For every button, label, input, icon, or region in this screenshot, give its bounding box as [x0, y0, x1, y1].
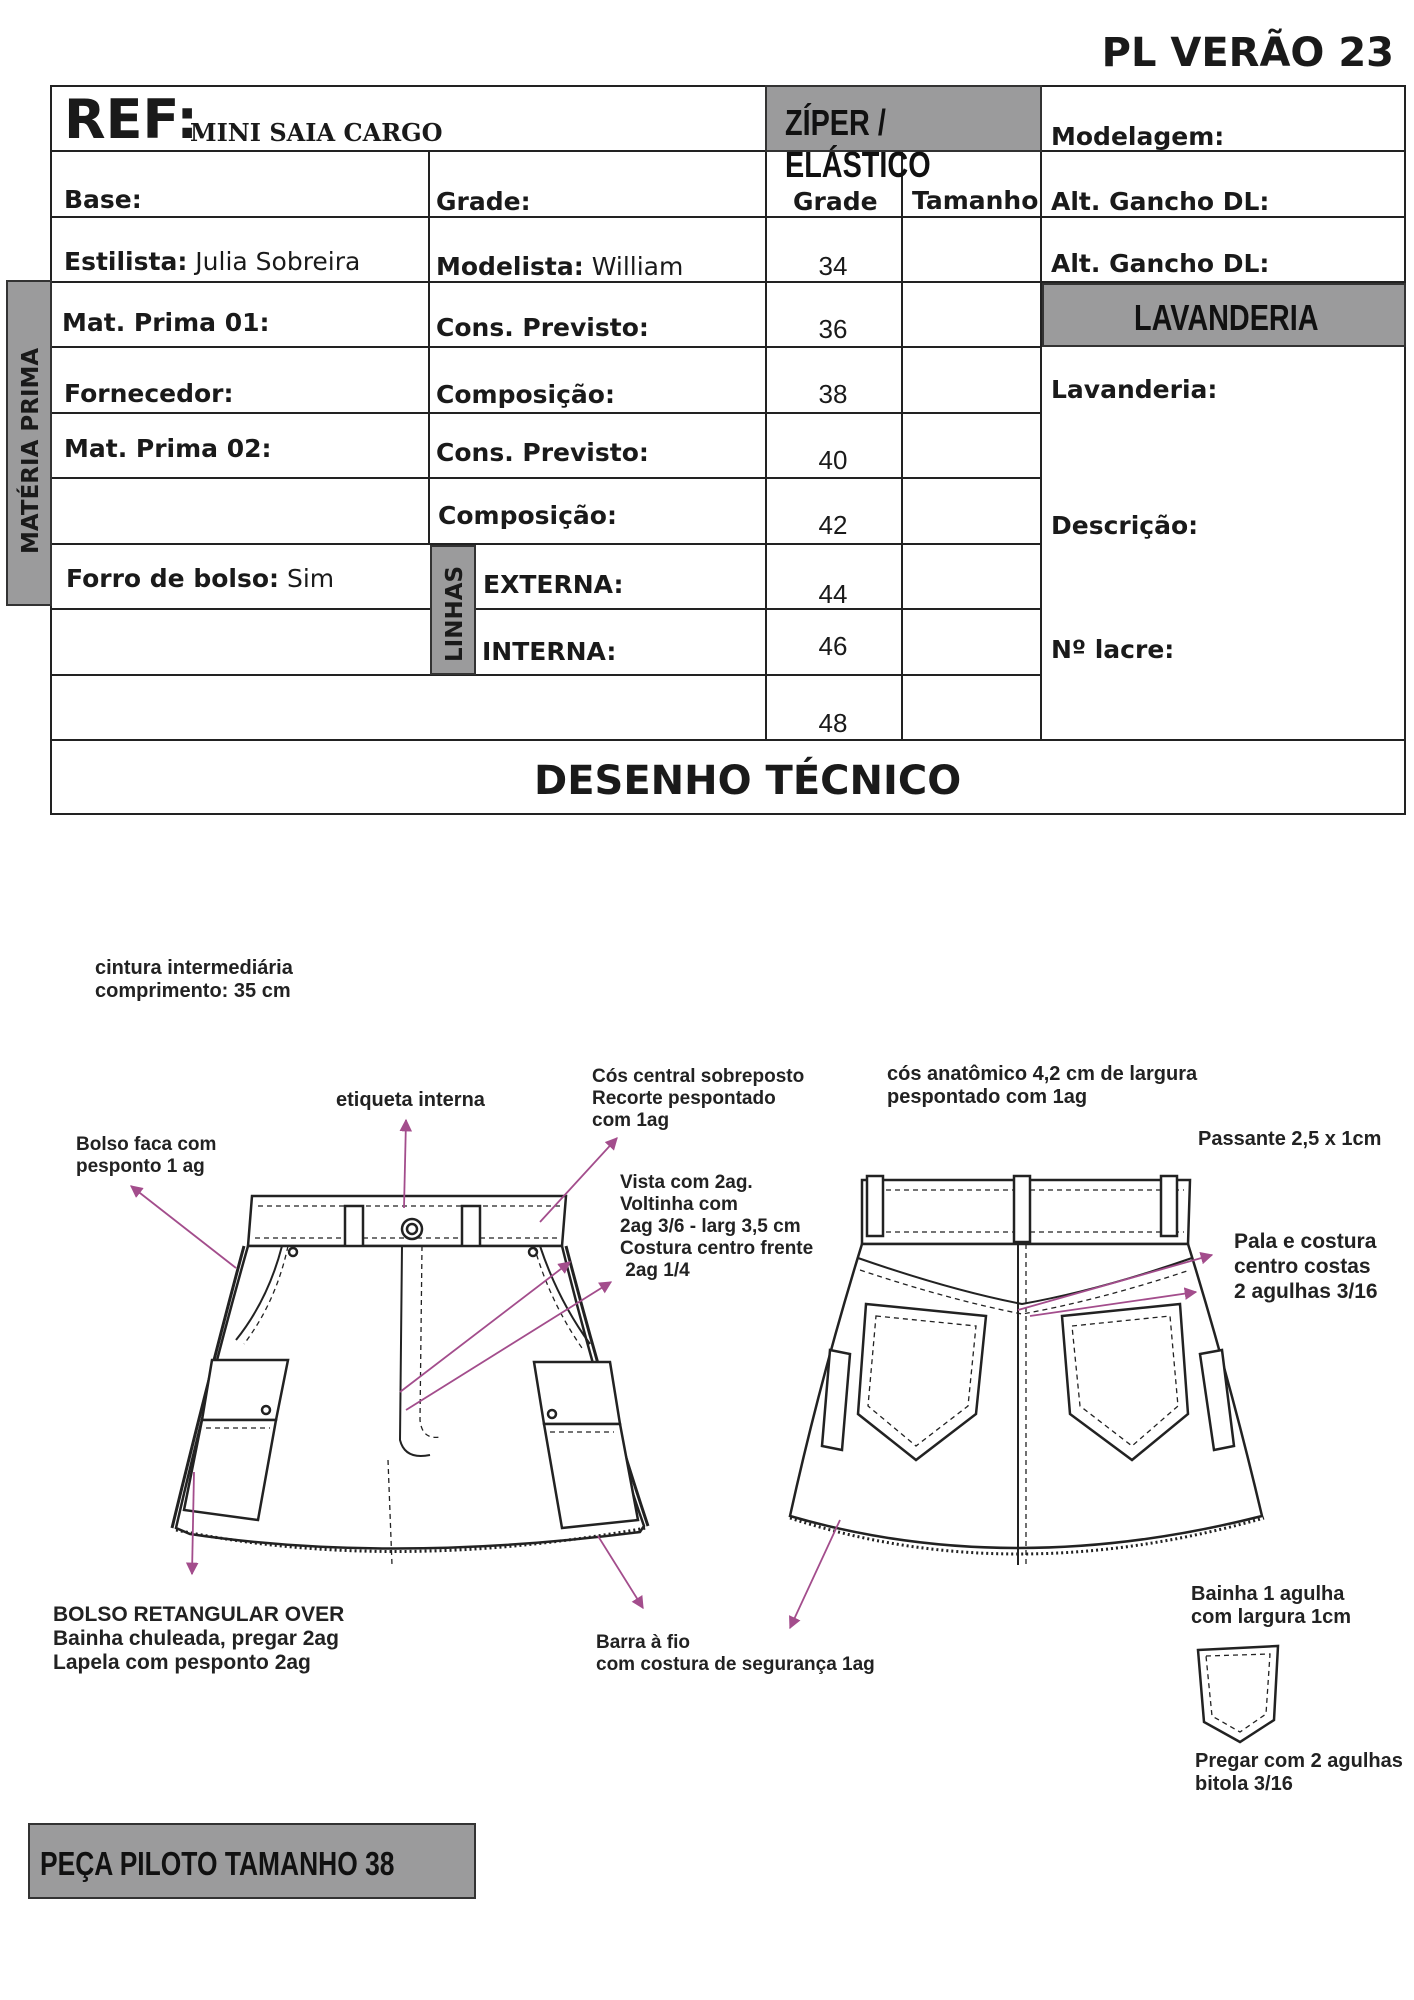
estilista-label: Estilista: — [64, 247, 188, 276]
note-cos-anatomico: cós anatômico 4,2 cm de largura pespontado com 1ag — [887, 1063, 1198, 1108]
fornecedor-label: Fornecedor: — [64, 379, 234, 408]
mat-prima-02-label: Mat. Prima 02: — [64, 434, 272, 463]
ziper-header-label: ZÍPER / ELÁSTICO — [785, 102, 931, 185]
size-col-tamanho: Tamanho — [912, 186, 1039, 215]
materia-prima-label: MATÉRIA PRIMA — [18, 347, 44, 554]
interna-label: INTERNA: — [482, 637, 617, 666]
note-pregar: Pregar com 2 agulhas bitola 3/16 — [1195, 1750, 1403, 1795]
collection-title: PL VERÃO 23 — [1101, 30, 1394, 76]
forro-label: Forro de bolso: — [66, 564, 280, 593]
note-bolso-faca: Bolso faca com pesponto 1 ag — [76, 1134, 217, 1177]
ref-value: MINI SAIA CARGO — [190, 118, 443, 147]
modelista-label: Modelista: — [436, 252, 584, 281]
mat-prima-01-label: Mat. Prima 01: — [62, 308, 270, 337]
note-vista: Vista com 2ag. Voltinha com 2ag 3/6 - larg 3,5 cm Costura centro frente 2ag 1/4 — [620, 1172, 814, 1281]
alt-gancho-1-label: Alt. Gancho DL: — [1051, 187, 1270, 216]
size-44: 44 — [818, 579, 848, 609]
forro-value: Sim — [286, 564, 335, 593]
size-38: 38 — [818, 379, 848, 409]
lacre-label: Nº lacre: — [1051, 635, 1175, 664]
front-skirt-drawing — [172, 1196, 648, 1565]
size-46: 46 — [818, 631, 848, 661]
modelagem-label: Modelagem: — [1051, 122, 1225, 151]
back-skirt-drawing — [790, 1176, 1264, 1565]
externa-label: EXTERNA: — [483, 570, 624, 599]
composicao-2-label: Composição: — [438, 501, 617, 530]
size-col-grade: Grade — [793, 187, 878, 216]
size-40: 40 — [818, 445, 848, 475]
note-etiqueta: etiqueta interna — [336, 1089, 485, 1111]
note-pala: Pala e costura centro costas 2 agulhas 3/16 — [1234, 1230, 1378, 1303]
size-42: 42 — [818, 510, 848, 540]
base-label: Base: — [64, 185, 142, 214]
linhas-label: LINHAS — [442, 565, 468, 662]
desenho-tecnico-title: DESENHO TÉCNICO — [534, 758, 962, 804]
size-36: 36 — [818, 314, 848, 344]
note-bainha: Bainha 1 agulha com largura 1cm — [1191, 1583, 1352, 1628]
pocket-detail-drawing — [1198, 1646, 1278, 1742]
alt-gancho-2-label: Alt. Gancho DL: — [1051, 249, 1270, 278]
size-34: 34 — [818, 251, 848, 281]
note-passante: Passante 2,5 x 1cm — [1198, 1128, 1382, 1150]
ref-label: REF: — [64, 88, 198, 151]
estilista-value: Julia Sobreira — [195, 247, 361, 276]
lavanderia-label: Lavanderia: — [1051, 375, 1218, 404]
descricao-label: Descrição: — [1051, 511, 1199, 540]
note-cos-central: Cós central sobreposto Recorte pespontado com 1ag — [592, 1066, 805, 1131]
note-barra: Barra à fio com costura de segurança 1ag — [596, 1632, 875, 1675]
size-48: 48 — [818, 708, 848, 738]
composicao-1-label: Composição: — [436, 380, 615, 409]
lavanderia-header-label: LAVANDERIA — [1134, 297, 1319, 338]
modelista-value: William — [591, 252, 684, 281]
note-cintura: cintura intermediária comprimento: 35 cm — [95, 957, 293, 1002]
cons-previsto-1-label: Cons. Previsto: — [436, 313, 649, 342]
piece-pilot-badge — [28, 1823, 476, 1899]
grade-label: Grade: — [436, 187, 531, 216]
piece-pilot-label: PEÇA PILOTO TAMANHO 38 — [40, 1845, 395, 1882]
note-bolso-retangular: BOLSO RETANGULAR OVER Bainha chuleada, pregar 2ag Lapela com pesponto 2ag — [53, 1603, 345, 1674]
cons-previsto-2-label: Cons. Previsto: — [436, 438, 649, 467]
